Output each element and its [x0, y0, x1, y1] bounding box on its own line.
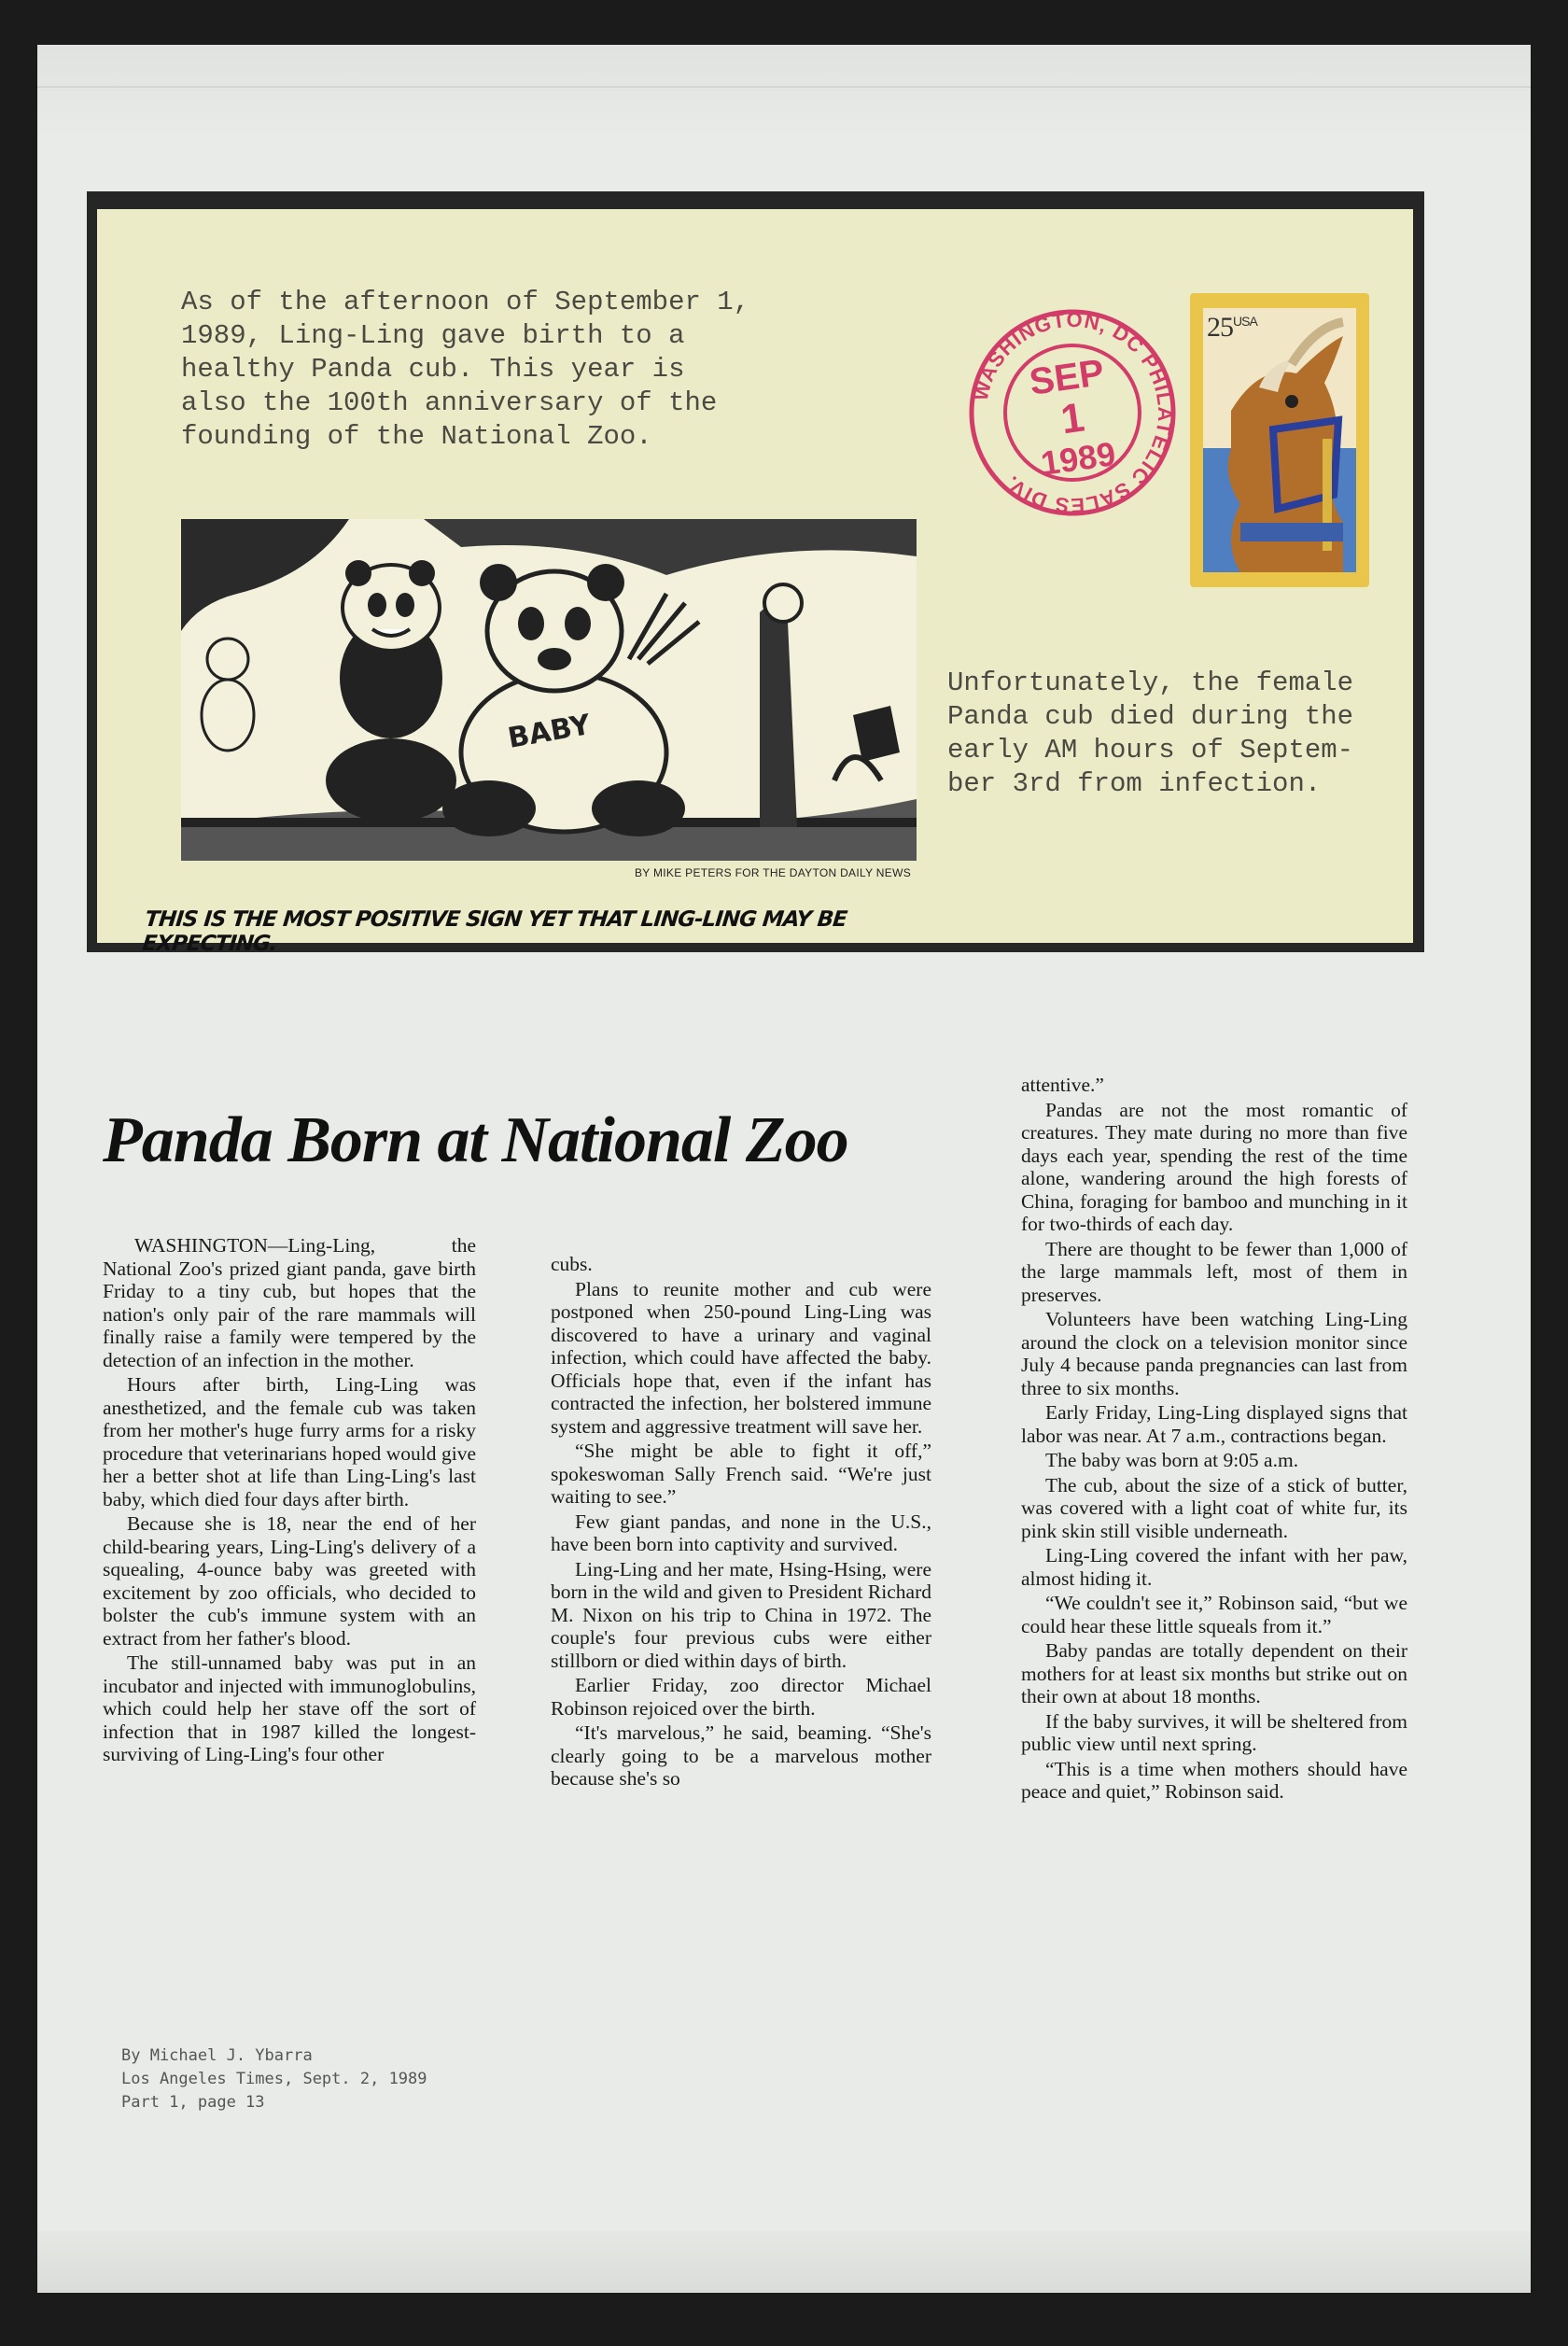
article-paragraph: “It's marvelous,” he said, beaming. “She's clearly going to be a marvelous mother because she's so: [551, 1721, 931, 1790]
cartoon-credit: BY MIKE PETERS FOR THE DAYTON DAILY NEWS: [634, 866, 911, 879]
page-top-shadow: [37, 45, 1531, 138]
stamp-image: [1203, 308, 1356, 572]
article-paragraph: “This is a time when mothers should have peace and quiet,” Robinson said.: [1021, 1757, 1407, 1803]
article-column-1: [103, 1234, 476, 1768]
article-paragraph: Early Friday, Ling-Ling displayed signs that labor was near. At 7 a.m., contractions began.: [1021, 1401, 1407, 1447]
postmark-cancel: [965, 305, 1180, 520]
article-paragraph: Baby pandas are totally dependent on their mothers for at least six months but strike out on their own at about 18 months.: [1021, 1639, 1407, 1707]
article-paragraph: Plans to reunite mother and cub were postponed when 250-pound Ling-Ling was discovered to have a urinary and vaginal infection, which could have affected the baby. Officials hope that, even if the infant has contracted the infection, her bolstered immune system and aggressive treatment will save her.: [551, 1277, 931, 1438]
article-paragraph: The baby was born at 9:05 a.m.: [1045, 1449, 1299, 1471]
article-paragraph: If the baby survives, it will be sheltered from public view until next spring.: [1021, 1709, 1407, 1755]
article-paragraph: Ling-Ling and her mate, Hsing-Hsing, were born in the wild and given to President Richard M. Nixon on his trip to China in 1972. The couple's four previous cubs were either stillborn or died within days of birth.: [551, 1557, 931, 1672]
article-paragraph: “She might be able to fight it off,” spokeswoman Sally French said. “We're just waiting to see.”: [551, 1440, 931, 1508]
postmark-ring-text: WASHINGTON, DC PHILATELIC SALES DIV.: [968, 307, 1178, 518]
postmark-year: 1989: [1038, 434, 1118, 483]
article-paragraph: attentive.”: [1021, 1074, 1104, 1096]
article-paragraph: The still-unnamed baby was put in an incubator and injected with immunoglobulins, which could help her stave off the sort of infection that in 1987 killed the longest-surviving of Ling-Ling's four other: [103, 1651, 476, 1765]
article-paragraph: The cub, about the size of a stick of butter, was covered with a light coat of white fur, its pink skin still visible underneath.: [1021, 1473, 1407, 1542]
postage-stamp: [1190, 293, 1369, 587]
article-paragraph: Earlier Friday, zoo director Michael Robinson rejoiced over the birth.: [551, 1674, 931, 1720]
postmark-month: SEP: [1027, 352, 1107, 403]
article-paragraph: Volunteers have been watching Ling-Ling around the clock on a television monitor since July 4 because panda pregnancies can last from three to six months.: [1021, 1308, 1407, 1399]
stamp-denomination: [1207, 312, 1257, 344]
article-paragraph: WASHINGTON—Ling-Ling, the National Zoo's prized giant panda, gave birth Friday to a tiny cub, but hopes that the nation's only pair of the rare mammals will finally raise a family were tempered by the detection of an infection in the mother.: [103, 1234, 476, 1371]
postmark-date: [1004, 349, 1141, 486]
cover-top-text: As of the afternoon of September 1, 1989, Ling-Ling gave birth to a healthy Panda cub. This year is also the 100th anniversary of the founding of the National Zoo.: [181, 287, 750, 452]
postmark-day: 1: [1057, 394, 1087, 443]
article-column-3: [1021, 1074, 1407, 1805]
protective-sheet-edge: [37, 86, 1531, 88]
article-paragraph: Ling-Ling covered the infant with her paw, almost hiding it.: [1021, 1544, 1407, 1590]
article-paragraph: Hours after birth, Ling-Ling was anesthetized, and the female cub was taken from her mother's huge furry arms for a risky procedure that veterinarians hoped would give her a better shot at life than Ling-Ling's last baby, which died four days after birth.: [103, 1373, 476, 1510]
article-paragraph: Few giant pandas, and none in the U.S., have been born into captivity and survived.: [551, 1510, 931, 1555]
article-paragraph: There are thought to be fewer than 1,000 of the large mammals left, most of them in preserves.: [1021, 1237, 1407, 1306]
first-day-cover: [97, 209, 1413, 956]
stamp-country: USA: [1233, 314, 1257, 329]
article-paragraph: cubs.: [551, 1253, 593, 1275]
article-headline: Panda Born at National Zoo: [103, 1104, 848, 1176]
article-paragraph: Because she is 18, near the end of her child-bearing years, Ling-Ling's delivery of a squealing, 4-ounce baby was greeted with excitement by zoo officials, who decided to bolster the cub's immune system with an extract from her father's blood.: [103, 1512, 476, 1650]
page-bottom-edge: [37, 2231, 1531, 2293]
article-paragraph: “We couldn't see it,” Robinson said, “but we could hear these little squeals from it.”: [1021, 1592, 1407, 1637]
cartoon-caption: THIS IS THE MOST POSITIVE SIGN YET THAT LING-LING MAY BE EXPECTING.: [141, 907, 848, 956]
stamp-value: 25: [1207, 312, 1233, 343]
cartoon-panel: [181, 519, 917, 879]
panda-cartoon-icon: [181, 519, 917, 861]
article-column-2: [551, 1253, 931, 1792]
article-paragraph: Pandas are not the most romantic of creatures. They mate during no more than five days each year, spending the rest of the time alone, wandering around the high forests of China, foraging for bamboo and munching in it for two-thirds of each day.: [1021, 1098, 1407, 1235]
article-byline: By Michael J. Ybarra Los Angeles Times, Sept. 2, 1989 Part 1, page 13: [121, 2046, 427, 2112]
cartoon-bib-text: BABY: [505, 709, 594, 755]
cover-side-text: Unfortunately, the female Panda cub died during the early AM hours of Septem- ber 3rd from infection.: [947, 667, 1354, 799]
carousel-goat-icon: [1203, 308, 1356, 572]
